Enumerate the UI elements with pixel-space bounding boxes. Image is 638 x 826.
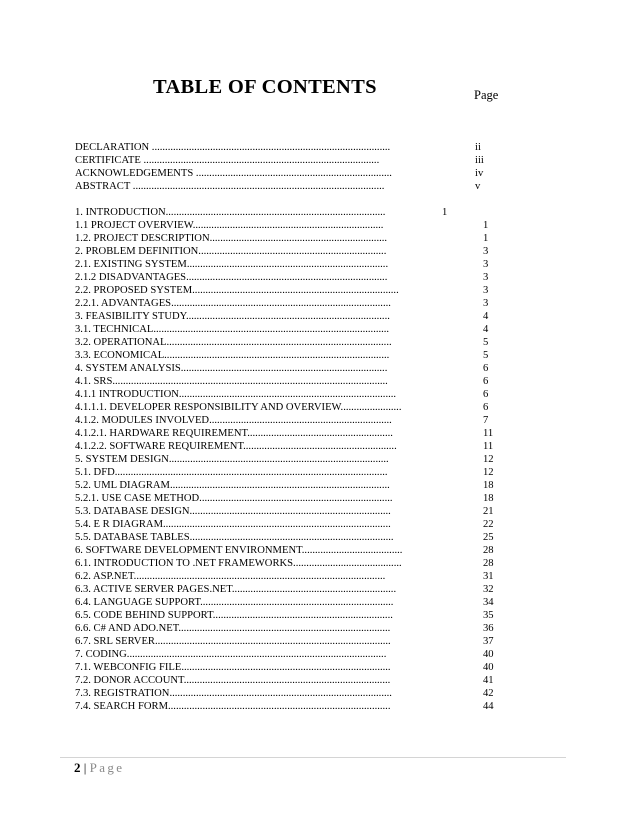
toc-entry-page: 5 <box>483 337 489 348</box>
toc-entry-label: 6.5. CODE BEHIND SUPPORT.................................................................... <box>75 610 393 621</box>
toc-entry <box>75 687 495 700</box>
toc-entry-label: 5.1. DFD....................................................................................................... <box>75 467 388 478</box>
toc-entry-page: 3 <box>483 272 489 283</box>
toc-entry-label: 5.2. UML DIAGRAM................................................................................... <box>75 480 390 491</box>
toc-entry-page: 7 <box>483 415 489 426</box>
toc-entry-label: 6.1. INTRODUCTION TO .NET FRAMEWORKS......................................... <box>75 558 402 569</box>
toc-entry <box>75 570 495 583</box>
toc-entry <box>75 583 495 596</box>
toc-entry-page: 1 <box>483 233 489 244</box>
toc-entry-page: 12 <box>483 454 494 465</box>
toc-entry-page: 6 <box>483 363 489 374</box>
toc-entry-page: 22 <box>483 519 494 530</box>
toc-entry <box>75 271 495 284</box>
footer-separator: | <box>80 760 90 775</box>
toc-entry-label: DECLARATION .......................................................................................... <box>75 142 391 153</box>
toc-entry-label: 7.3. REGISTRATION.................................................................................... <box>75 688 392 699</box>
toc-entry <box>75 154 495 167</box>
toc-entry-label: 5. SYSTEM DESIGN................................................................................... <box>75 454 389 465</box>
toc-entry <box>75 336 495 349</box>
toc-entry-page: v <box>475 181 481 192</box>
toc-entry-label: 1.2. PROJECT DESCRIPTION................................................................... <box>75 233 388 244</box>
toc-entry-label: 2.2.1. ADVANTAGES................................................................................... <box>75 298 391 309</box>
toc-entry-page: 40 <box>483 649 494 660</box>
toc-entry-label: 4.1.1 INTRODUCTION.................................................................................. <box>75 389 397 400</box>
page-title: TABLE OF CONTENTS <box>153 76 377 98</box>
toc-entry-label: 5.3. DATABASE DESIGN............................................................................ <box>75 506 391 517</box>
toc-entry-page: 6 <box>483 402 489 413</box>
toc-entry <box>75 544 495 557</box>
toc-entry-page: 18 <box>483 493 494 504</box>
toc-entry-label: 3.2. OPERATIONAL..................................................................................... <box>75 337 392 348</box>
toc-entry <box>75 622 495 635</box>
toc-entry-page: 12 <box>483 467 494 478</box>
toc-entry <box>75 206 495 219</box>
toc-entry-page: 3 <box>483 285 489 296</box>
toc-entry <box>75 349 495 362</box>
toc-entry <box>75 388 495 401</box>
toc-entry-page: 32 <box>483 584 494 595</box>
toc-entry-label: 7.2. DONOR ACCOUNT.............................................................................. <box>75 675 391 686</box>
toc-entry-page: 34 <box>483 597 494 608</box>
toc-entry <box>75 635 495 648</box>
toc-entry-page: 37 <box>483 636 494 647</box>
toc-entry-label: 1.1 PROJECT OVERVIEW........................................................................ <box>75 220 384 231</box>
toc-entry <box>75 674 495 687</box>
toc-entry <box>75 414 495 427</box>
toc-entry-page: 3 <box>483 246 489 257</box>
toc-entry <box>75 492 495 505</box>
toc-entry-page: 3 <box>483 259 489 270</box>
toc-entry-label: ABSTRACT ............................................................................................... <box>75 181 385 192</box>
toc-entry <box>75 232 495 245</box>
toc-entry <box>75 284 495 297</box>
toc-entry <box>75 180 495 193</box>
toc-entry-label: 4.1.1.1. DEVELOPER RESPONSIBILITY AND OVERVIEW....................... <box>75 402 402 413</box>
toc-entry <box>75 245 495 258</box>
toc-entry-page: 6 <box>483 389 489 400</box>
toc-entry-label: 2.1.2 DISADVANTAGES............................................................................ <box>75 272 388 283</box>
toc-entry-page: 11 <box>483 441 494 452</box>
toc-entry <box>75 609 495 622</box>
toc-entry <box>75 557 495 570</box>
toc-entry-page: 41 <box>483 675 494 686</box>
toc-entry-label: 5.4. E R DIAGRAM...................................................................................... <box>75 519 391 530</box>
toc-entry-label: 5.2.1. USE CASE METHOD......................................................................... <box>75 493 393 504</box>
toc-entry <box>75 258 495 271</box>
toc-entry-page: 40 <box>483 662 494 673</box>
toc-entry-page: 1 <box>442 207 448 218</box>
toc-entry-label: 2.1. EXISTING SYSTEM............................................................................ <box>75 259 389 270</box>
toc-entry-label: 4.1.2.2. SOFTWARE REQUIREMENT.......................................................... <box>75 441 397 452</box>
toc-entry-page: 28 <box>483 558 494 569</box>
toc-entry-label: 6.7. SRL SERVER......................................................................................... <box>75 636 391 647</box>
toc-entry-page: 28 <box>483 545 494 556</box>
toc-entry-page: 18 <box>483 480 494 491</box>
toc-entry <box>75 167 495 180</box>
toc-entry-label: CERTIFICATE ......................................................................................... <box>75 155 380 166</box>
toc-entry <box>75 661 495 674</box>
toc-entry <box>75 700 495 713</box>
toc-entry-page: 44 <box>483 701 494 712</box>
toc-entry <box>75 479 495 492</box>
toc-entry-page: 1 <box>483 220 489 231</box>
toc-entry <box>75 401 495 414</box>
toc-entry-page: 3 <box>483 298 489 309</box>
page-column-label: Page <box>474 88 499 102</box>
footer-page-word: Page <box>89 760 125 775</box>
toc-entry <box>75 375 495 388</box>
toc-entry-label: 6.3. ACTIVE SERVER PAGES.NET.............................................................. <box>75 584 397 595</box>
toc-entry-label: 7.4. SEARCH FORM.................................................................................... <box>75 701 391 712</box>
toc-entry-label: 6.6. C# AND ADO.NET................................................................................ <box>75 623 391 634</box>
toc-entry-label: 7. CODING.................................................................................................. <box>75 649 387 660</box>
page-footer <box>74 760 124 776</box>
toc-entry <box>75 323 495 336</box>
toc-entry-page: 11 <box>483 428 494 439</box>
toc-entry-page: 25 <box>483 532 494 543</box>
toc-entry <box>75 531 495 544</box>
toc-entry <box>75 648 495 661</box>
toc-entry-page: 42 <box>483 688 494 699</box>
toc-entry-page: 21 <box>483 506 494 517</box>
toc-entry <box>75 466 495 479</box>
toc-entry-page: iv <box>475 168 484 179</box>
toc-entry <box>75 310 495 323</box>
toc-entry <box>75 518 495 531</box>
toc-entry <box>75 505 495 518</box>
toc-entry-label: 6.4. LANGUAGE SUPPORT......................................................................... <box>75 597 394 608</box>
toc-entry <box>75 427 495 440</box>
toc-entry-label: 1. INTRODUCTION................................................................................... <box>75 207 386 218</box>
toc-entry-label: 4.1.2. MODULES INVOLVED..................................................................... <box>75 415 392 426</box>
toc-entry-label: 5.5. DATABASE TABLES............................................................................. <box>75 532 394 543</box>
toc-entry-page: 5 <box>483 350 489 361</box>
toc-entry-page: iii <box>475 155 484 166</box>
toc-entry-page: ii <box>475 142 481 153</box>
toc-entry-page: 36 <box>483 623 494 634</box>
toc-entry-label: 4. SYSTEM ANALYSIS.............................................................................. <box>75 363 388 374</box>
toc-entry-page: 35 <box>483 610 494 621</box>
toc-entry <box>75 596 495 609</box>
toc-entry-label: 3.3. ECONOMICAL..................................................................................... <box>75 350 390 361</box>
footer-divider <box>60 757 566 758</box>
toc-entry-page: 4 <box>483 311 489 322</box>
toc-entry <box>75 362 495 375</box>
toc-entry-page: 4 <box>483 324 489 335</box>
toc-entry <box>75 141 495 154</box>
toc-entry-label: 2.2. PROPOSED SYSTEM.............................................................................. <box>75 285 399 296</box>
toc-entry-label: 3. FEASIBILITY STUDY............................................................................. <box>75 311 390 322</box>
table-of-contents <box>75 141 495 713</box>
toc-entry-page: 6 <box>483 376 489 387</box>
toc-entry-label: ACKNOWLEDGEMENTS .......................................................................... <box>75 168 392 179</box>
toc-entry-label: 3.1. TECHNICAL......................................................................................... <box>75 324 390 335</box>
toc-entry-label: 6.2. ASP.NET............................................................................................... <box>75 571 386 582</box>
toc-entry-label: 2. PROBLEM DEFINITION....................................................................... <box>75 246 387 257</box>
footer-page-number: 2 <box>74 760 81 775</box>
toc-entry-page: 31 <box>483 571 494 582</box>
toc-entry <box>75 453 495 466</box>
toc-entry-label: 7.1. WEBCONFIG FILE............................................................................... <box>75 662 391 673</box>
toc-entry-label: 4.1. SRS........................................................................................................ <box>75 376 388 387</box>
toc-entry-label: 4.1.2.1. HARDWARE REQUIREMENT....................................................... <box>75 428 393 439</box>
toc-entry <box>75 219 495 232</box>
toc-entry <box>75 297 495 310</box>
toc-entry-label: 6. SOFTWARE DEVELOPMENT ENVIRONMENT...................................... <box>75 545 403 556</box>
toc-entry <box>75 440 495 453</box>
